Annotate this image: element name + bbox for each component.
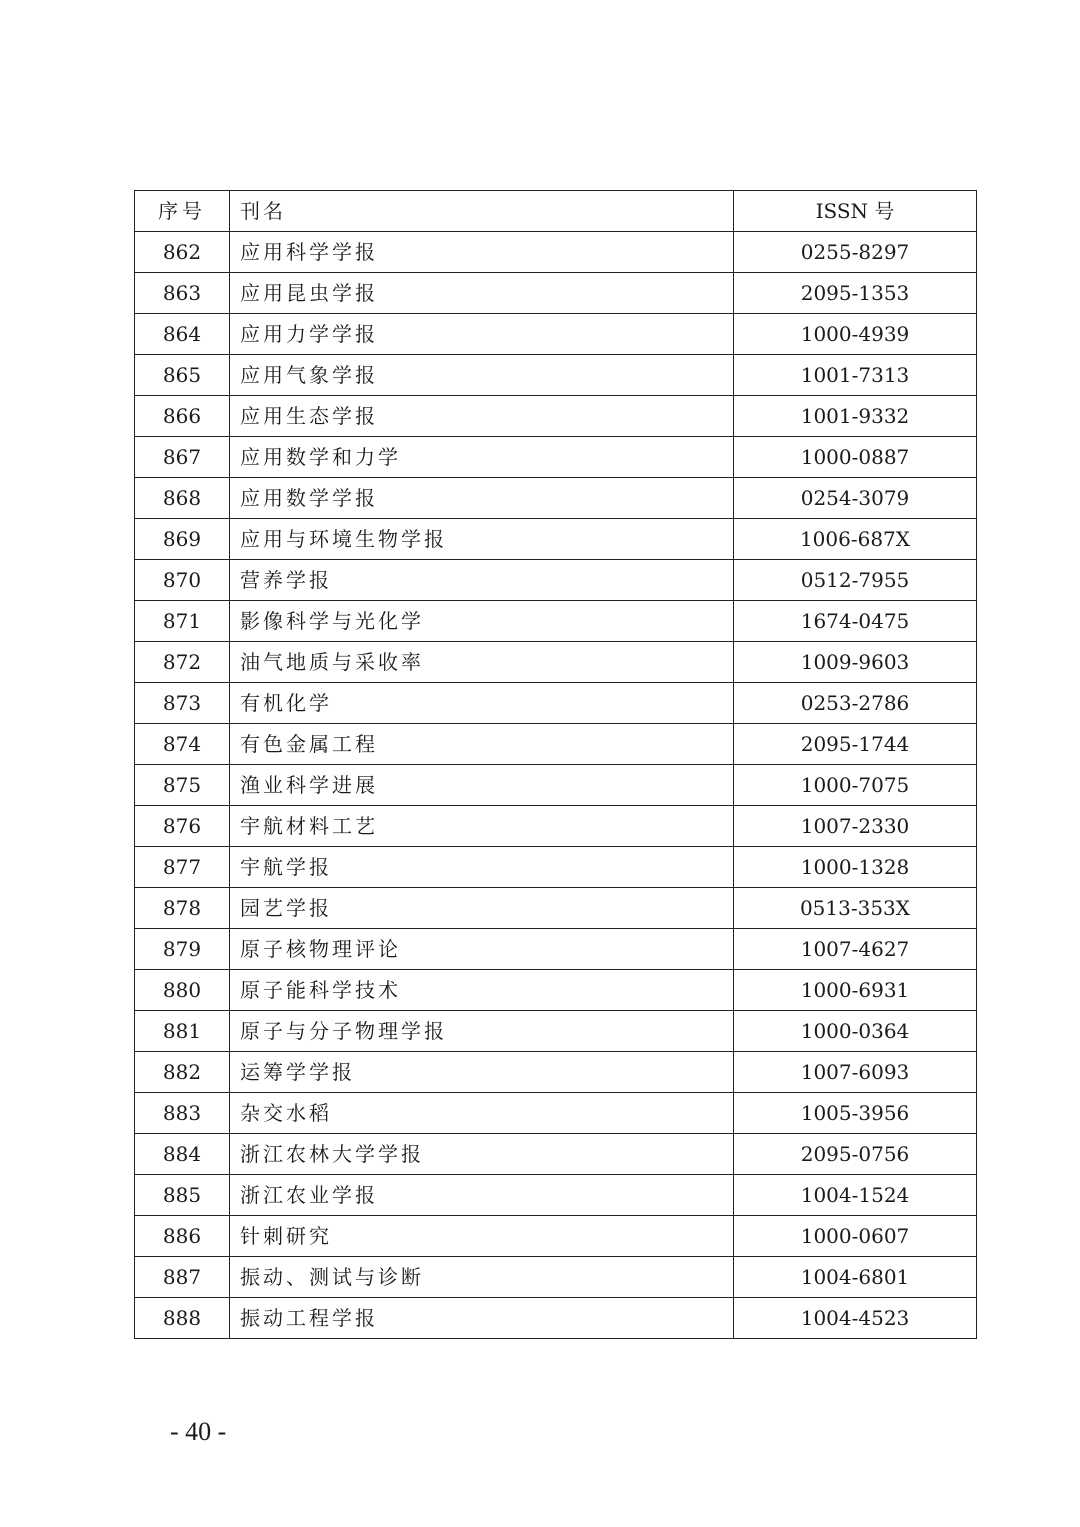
row-journal-name: 杂交水稻 xyxy=(230,1093,734,1134)
table-row xyxy=(135,232,977,273)
row-issn: 1004-4523 xyxy=(734,1298,977,1339)
table-row xyxy=(135,929,977,970)
row-number: 874 xyxy=(135,724,230,765)
row-issn: 1000-0607 xyxy=(734,1216,977,1257)
header-issn: ISSN 号 xyxy=(734,191,977,232)
row-journal-name: 园艺学报 xyxy=(230,888,734,929)
row-number: 866 xyxy=(135,396,230,437)
table-row xyxy=(135,1216,977,1257)
header-number: 序号 xyxy=(135,191,230,232)
table-body xyxy=(135,232,977,1339)
row-journal-name: 影像科学与光化学 xyxy=(230,601,734,642)
row-issn: 0253-2786 xyxy=(734,683,977,724)
row-number: 878 xyxy=(135,888,230,929)
table-row xyxy=(135,970,977,1011)
row-journal-name: 针刺研究 xyxy=(230,1216,734,1257)
row-issn: 1000-6931 xyxy=(734,970,977,1011)
row-issn: 2095-1353 xyxy=(734,273,977,314)
journal-table xyxy=(134,190,977,1339)
row-number: 870 xyxy=(135,560,230,601)
table-row xyxy=(135,888,977,929)
row-issn: 1000-4939 xyxy=(734,314,977,355)
row-journal-name: 油气地质与采收率 xyxy=(230,642,734,683)
table-row xyxy=(135,396,977,437)
table-row xyxy=(135,1298,977,1339)
header-name: 刊名 xyxy=(230,191,734,232)
table-header-row xyxy=(135,191,977,232)
row-journal-name: 渔业科学进展 xyxy=(230,765,734,806)
row-issn: 1004-1524 xyxy=(734,1175,977,1216)
row-journal-name: 振动工程学报 xyxy=(230,1298,734,1339)
row-issn: 1000-1328 xyxy=(734,847,977,888)
row-number: 888 xyxy=(135,1298,230,1339)
row-number: 873 xyxy=(135,683,230,724)
page-number: - 40 - xyxy=(170,1417,227,1446)
row-number: 867 xyxy=(135,437,230,478)
table-row xyxy=(135,724,977,765)
row-number: 886 xyxy=(135,1216,230,1257)
row-journal-name: 应用力学学报 xyxy=(230,314,734,355)
row-number: 863 xyxy=(135,273,230,314)
row-number: 887 xyxy=(135,1257,230,1298)
row-issn: 1000-0364 xyxy=(734,1011,977,1052)
row-journal-name: 振动、测试与诊断 xyxy=(230,1257,734,1298)
row-issn: 1674-0475 xyxy=(734,601,977,642)
table-row xyxy=(135,1134,977,1175)
row-issn: 0513-353X xyxy=(734,888,977,929)
row-issn: 1005-3956 xyxy=(734,1093,977,1134)
row-issn: 1007-6093 xyxy=(734,1052,977,1093)
table-row xyxy=(135,642,977,683)
table-row xyxy=(135,1011,977,1052)
row-issn: 1001-9332 xyxy=(734,396,977,437)
row-number: 875 xyxy=(135,765,230,806)
row-issn: 1009-9603 xyxy=(734,642,977,683)
row-issn: 0512-7955 xyxy=(734,560,977,601)
row-number: 862 xyxy=(135,232,230,273)
row-journal-name: 营养学报 xyxy=(230,560,734,601)
table-row xyxy=(135,683,977,724)
row-issn: 1006-687X xyxy=(734,519,977,560)
row-issn: 2095-0756 xyxy=(734,1134,977,1175)
table-row xyxy=(135,765,977,806)
table-row xyxy=(135,273,977,314)
row-issn: 2095-1744 xyxy=(734,724,977,765)
row-journal-name: 原子能科学技术 xyxy=(230,970,734,1011)
table-row xyxy=(135,1093,977,1134)
row-journal-name: 应用气象学报 xyxy=(230,355,734,396)
row-number: 881 xyxy=(135,1011,230,1052)
row-journal-name: 应用生态学报 xyxy=(230,396,734,437)
row-journal-name: 应用与环境生物学报 xyxy=(230,519,734,560)
table-row xyxy=(135,601,977,642)
row-number: 864 xyxy=(135,314,230,355)
table-row xyxy=(135,1175,977,1216)
table-row xyxy=(135,560,977,601)
row-journal-name: 应用数学和力学 xyxy=(230,437,734,478)
row-number: 883 xyxy=(135,1093,230,1134)
row-number: 868 xyxy=(135,478,230,519)
table-row xyxy=(135,478,977,519)
row-number: 877 xyxy=(135,847,230,888)
row-number: 880 xyxy=(135,970,230,1011)
row-issn: 1000-7075 xyxy=(734,765,977,806)
row-number: 885 xyxy=(135,1175,230,1216)
table-row xyxy=(135,1257,977,1298)
table-row xyxy=(135,437,977,478)
row-number: 882 xyxy=(135,1052,230,1093)
row-journal-name: 有色金属工程 xyxy=(230,724,734,765)
table-row xyxy=(135,519,977,560)
table-row xyxy=(135,1052,977,1093)
row-issn: 1007-4627 xyxy=(734,929,977,970)
row-journal-name: 应用科学学报 xyxy=(230,232,734,273)
row-number: 871 xyxy=(135,601,230,642)
row-journal-name: 浙江农林大学学报 xyxy=(230,1134,734,1175)
row-issn: 0254-3079 xyxy=(734,478,977,519)
row-journal-name: 原子核物理评论 xyxy=(230,929,734,970)
row-issn: 1007-2330 xyxy=(734,806,977,847)
row-issn: 1001-7313 xyxy=(734,355,977,396)
row-issn: 1004-6801 xyxy=(734,1257,977,1298)
row-journal-name: 宇航材料工艺 xyxy=(230,806,734,847)
row-journal-name: 浙江农业学报 xyxy=(230,1175,734,1216)
table-row xyxy=(135,314,977,355)
row-number: 876 xyxy=(135,806,230,847)
row-journal-name: 应用数学学报 xyxy=(230,478,734,519)
row-number: 884 xyxy=(135,1134,230,1175)
row-journal-name: 宇航学报 xyxy=(230,847,734,888)
row-number: 865 xyxy=(135,355,230,396)
row-number: 879 xyxy=(135,929,230,970)
row-number: 872 xyxy=(135,642,230,683)
row-issn: 1000-0887 xyxy=(734,437,977,478)
row-issn: 0255-8297 xyxy=(734,232,977,273)
row-journal-name: 有机化学 xyxy=(230,683,734,724)
row-number: 869 xyxy=(135,519,230,560)
row-journal-name: 原子与分子物理学报 xyxy=(230,1011,734,1052)
table-row xyxy=(135,847,977,888)
row-journal-name: 应用昆虫学报 xyxy=(230,273,734,314)
row-journal-name: 运筹学学报 xyxy=(230,1052,734,1093)
table-row xyxy=(135,355,977,396)
table-row xyxy=(135,806,977,847)
